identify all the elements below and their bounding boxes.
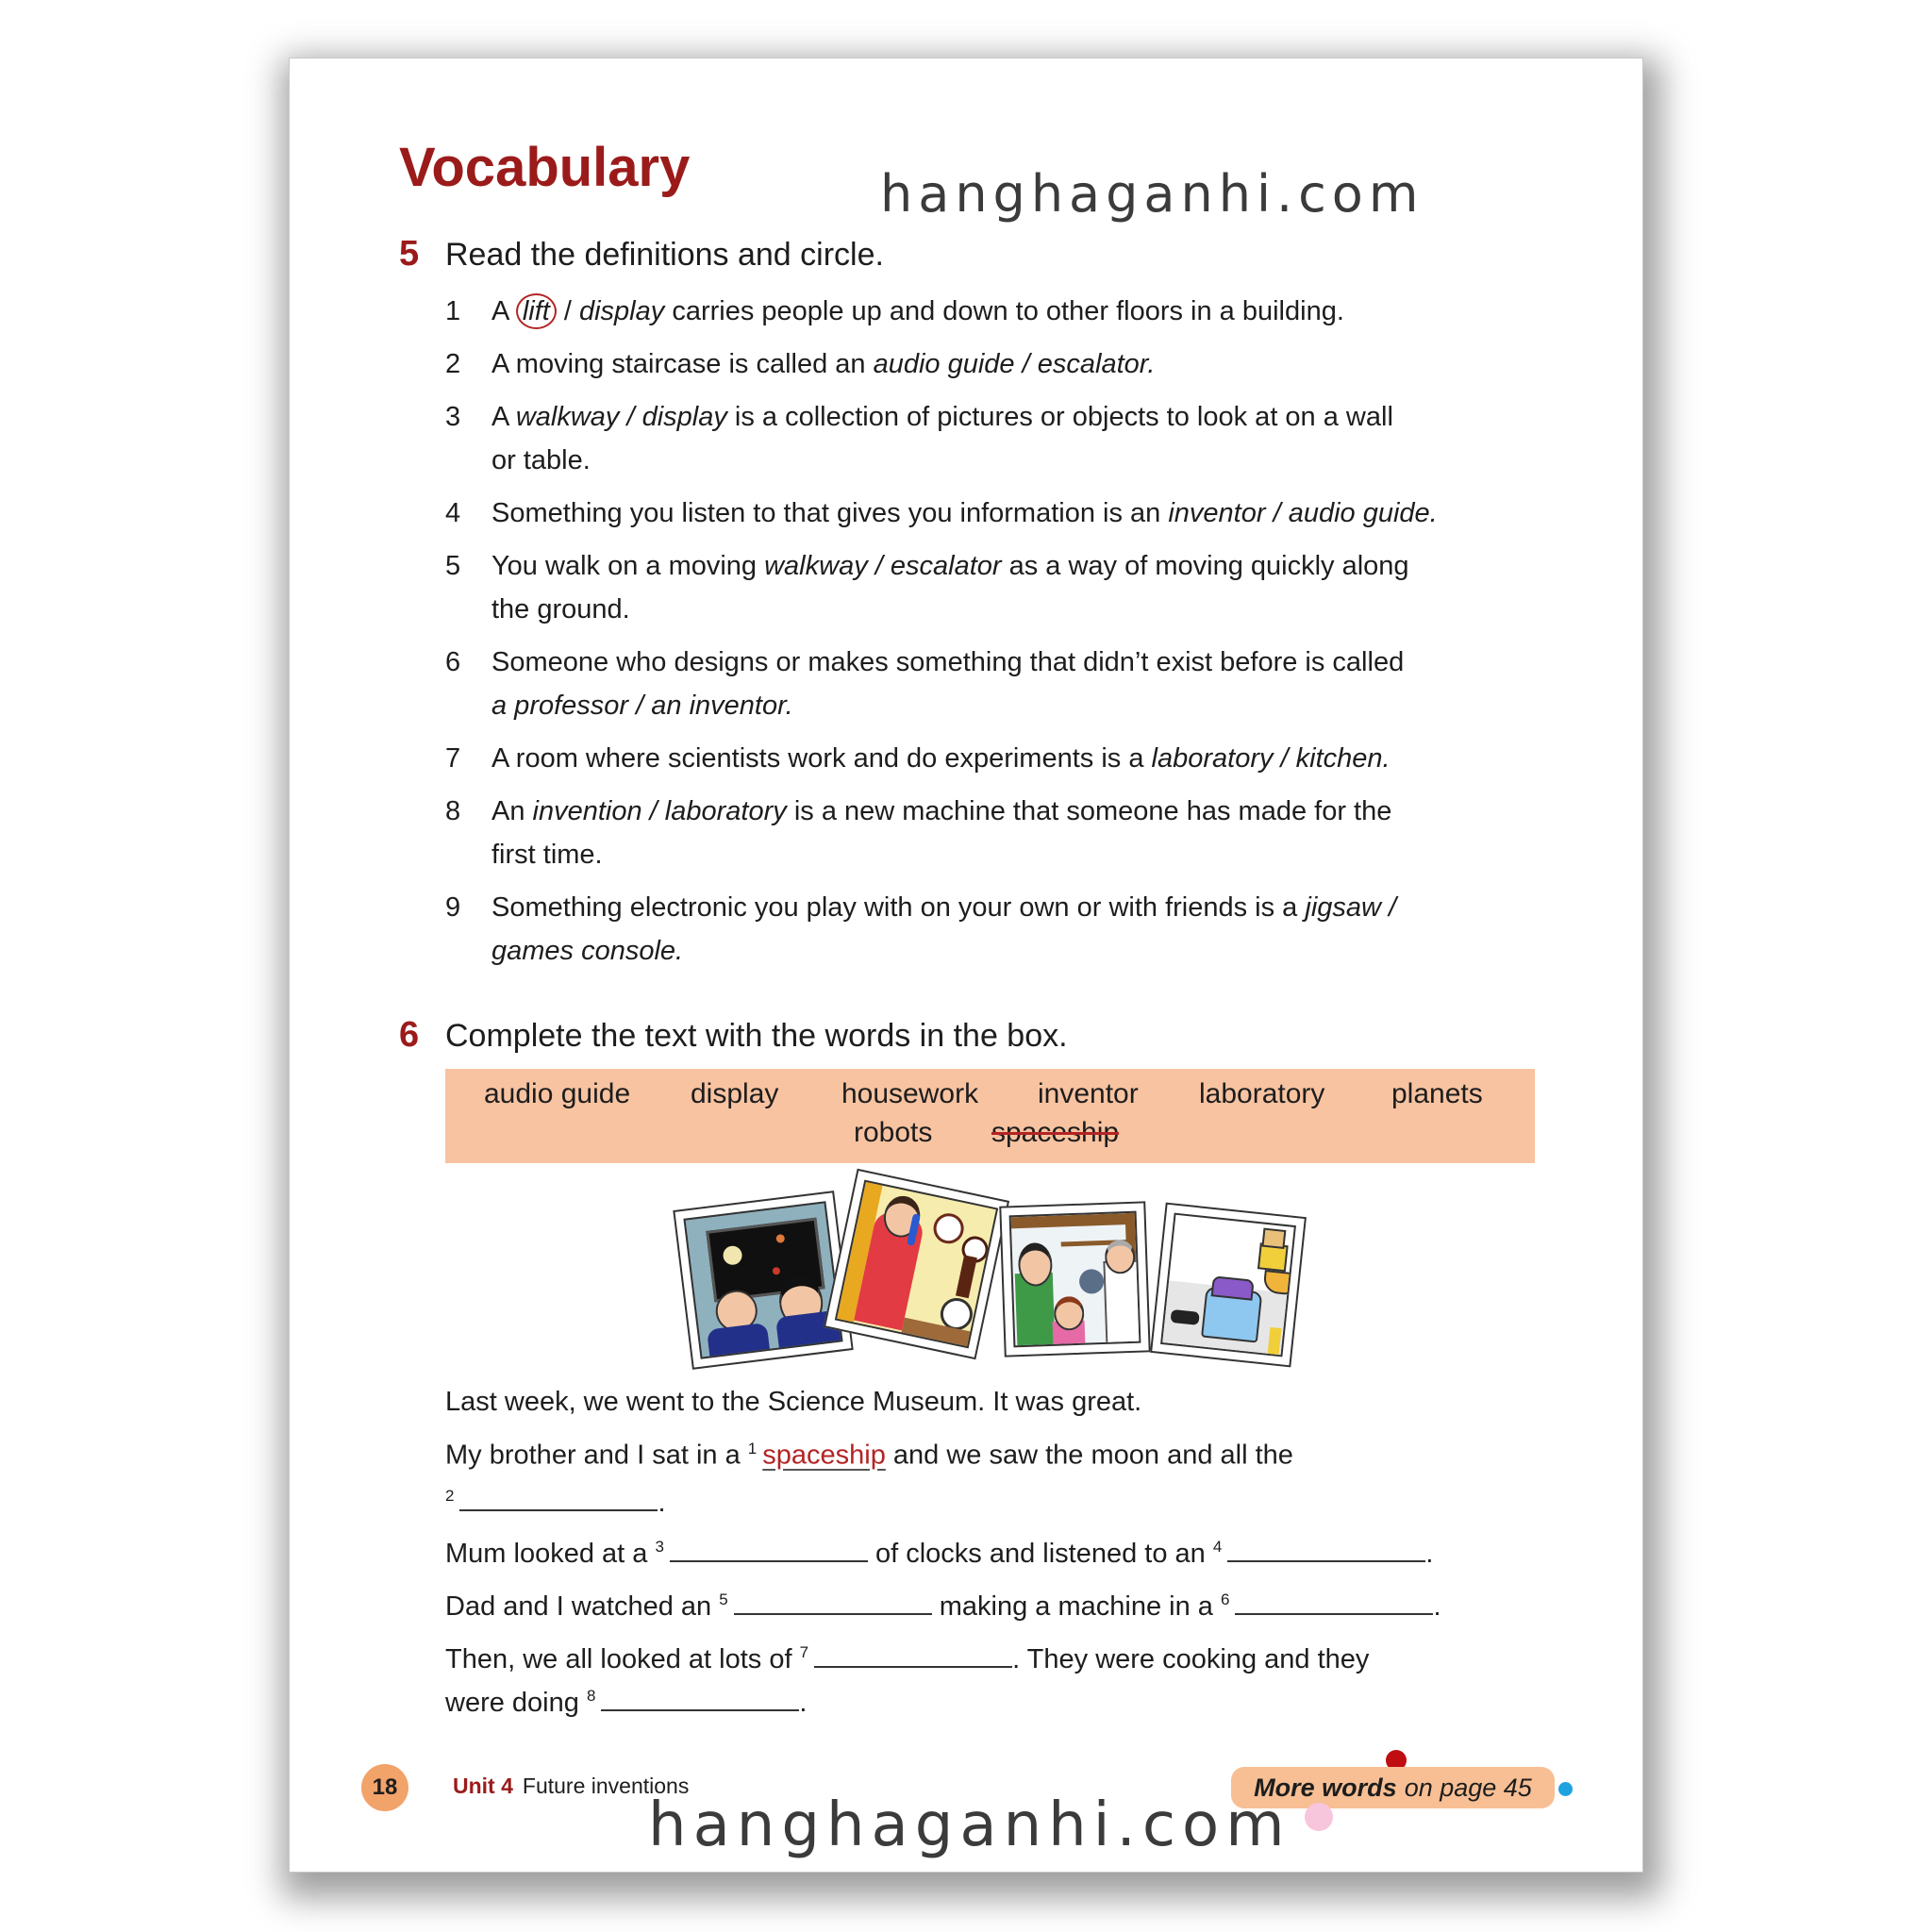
story-text: . bbox=[1433, 1591, 1441, 1622]
item-number: 5 bbox=[445, 551, 461, 581]
blank-6-input[interactable] bbox=[1235, 1589, 1433, 1615]
item-continuation: or table. bbox=[491, 445, 591, 475]
girl-body bbox=[707, 1323, 771, 1359]
picture-laboratory bbox=[999, 1201, 1150, 1357]
item-text: is a collection of pictures or objects to look at on a wall bbox=[726, 402, 1393, 432]
blank-number: 8 bbox=[586, 1687, 596, 1706]
option-audio-guide[interactable]: audio guide. bbox=[1288, 498, 1438, 528]
item-text: A bbox=[491, 402, 516, 432]
story-text: were doing bbox=[445, 1688, 579, 1718]
story-text: . bbox=[1425, 1539, 1434, 1569]
decorative-blue-dot-icon bbox=[1558, 1782, 1573, 1796]
page-number-badge: 18 bbox=[361, 1764, 408, 1811]
separator: / bbox=[1380, 892, 1397, 923]
textbook-page bbox=[290, 58, 1642, 1872]
option-walkway[interactable]: walkway bbox=[764, 551, 868, 581]
story-text: . They were cooking and they bbox=[1012, 1644, 1370, 1674]
option-walkway[interactable]: walkway bbox=[515, 402, 620, 432]
unit-number: Unit 4 bbox=[453, 1774, 513, 1798]
separator: / bbox=[628, 691, 652, 721]
separator: / bbox=[619, 402, 642, 432]
clock-icon bbox=[931, 1210, 967, 1246]
word-inventor: inventor bbox=[1038, 1078, 1139, 1109]
separator: / bbox=[1014, 349, 1038, 379]
exercise-6-number: 6 bbox=[399, 1015, 420, 1055]
vacuum-nozzle bbox=[1171, 1309, 1200, 1325]
picture-clock-display bbox=[824, 1169, 1009, 1360]
item-continuation bbox=[491, 691, 793, 722]
word-planets: planets bbox=[1391, 1078, 1483, 1109]
option-games-console[interactable]: games console. bbox=[491, 936, 684, 966]
watermark-top: hanghaganhi.com bbox=[880, 164, 1424, 224]
blank-3-input[interactable] bbox=[670, 1536, 868, 1562]
unit-title: Future inventions bbox=[522, 1774, 690, 1798]
blank-number: 6 bbox=[1220, 1591, 1230, 1609]
option-display[interactable]: display bbox=[641, 402, 727, 432]
exercise-5-number: 5 bbox=[399, 234, 420, 274]
story-line-2 bbox=[445, 1440, 1293, 1472]
option-jigsaw[interactable]: jigsaw bbox=[1305, 892, 1381, 923]
word-spaceship-struck: spaceship bbox=[991, 1117, 1120, 1148]
vacuum-top bbox=[1211, 1275, 1255, 1300]
blank-5-input[interactable] bbox=[734, 1589, 932, 1615]
separator: / bbox=[1265, 498, 1289, 528]
option-laboratory[interactable]: laboratory bbox=[664, 796, 787, 826]
story-line-3 bbox=[445, 1485, 666, 1519]
planet-icon bbox=[772, 1267, 780, 1275]
item-number: 8 bbox=[445, 796, 461, 826]
word-display: display bbox=[691, 1078, 779, 1109]
word-robots: robots bbox=[854, 1117, 933, 1148]
option-escalator[interactable]: escalator bbox=[890, 551, 1002, 581]
item-text: Something electronic you play with on your own or with friends is a bbox=[491, 892, 1306, 923]
blank-number: 4 bbox=[1212, 1538, 1223, 1557]
item-text: You walk on a moving bbox=[491, 551, 765, 581]
story-line-7 bbox=[445, 1685, 807, 1719]
blank-8-input[interactable] bbox=[601, 1685, 799, 1711]
story-text: . bbox=[799, 1688, 808, 1718]
definition-item-1 bbox=[491, 296, 1344, 327]
blank-number: 3 bbox=[655, 1538, 664, 1557]
story-line-5 bbox=[445, 1589, 1441, 1623]
blank-2-input[interactable] bbox=[459, 1485, 658, 1511]
exercise-5-instruction: Read the definitions and circle. bbox=[445, 237, 884, 273]
item-number: 7 bbox=[445, 743, 461, 774]
more-words-bold: More words bbox=[1254, 1773, 1397, 1802]
story-text: making a machine in a bbox=[939, 1591, 1213, 1622]
item-number: 6 bbox=[445, 647, 461, 677]
machine-icon bbox=[1079, 1269, 1105, 1294]
item-text: An bbox=[491, 796, 533, 826]
separator: / bbox=[1273, 743, 1296, 774]
door-frame bbox=[1011, 1213, 1135, 1229]
word-audio-guide: audio guide bbox=[484, 1078, 631, 1109]
word-laboratory: laboratory bbox=[1199, 1078, 1325, 1109]
story-text: Dad and I watched an bbox=[445, 1591, 712, 1622]
grandfather-clock bbox=[956, 1255, 977, 1298]
decorative-pink-dot-icon bbox=[1305, 1803, 1333, 1831]
moon-icon bbox=[722, 1245, 742, 1266]
item-continuation: first time. bbox=[491, 840, 603, 870]
definition-item-7 bbox=[491, 743, 1391, 774]
robot-hat bbox=[1261, 1228, 1286, 1249]
item-text: A bbox=[491, 296, 516, 326]
definition-item-8 bbox=[491, 796, 1391, 827]
item-text: A room where scientists work and do experiments is a bbox=[491, 743, 1152, 774]
circled-answer-lift[interactable]: lift bbox=[516, 293, 557, 329]
separator: / bbox=[556, 296, 579, 326]
planet-icon bbox=[775, 1234, 785, 1243]
definition-item-5 bbox=[491, 551, 1409, 582]
section-title: Vocabulary bbox=[399, 137, 691, 198]
item-continuation bbox=[491, 936, 683, 967]
blank-7-input[interactable] bbox=[814, 1641, 1012, 1668]
option-escalator[interactable]: escalator. bbox=[1037, 349, 1156, 379]
option-invention[interactable]: invention bbox=[532, 796, 642, 826]
word-housework: housework bbox=[841, 1078, 979, 1109]
option-display[interactable]: display bbox=[578, 296, 665, 326]
more-words-page: on page 45 bbox=[1404, 1773, 1532, 1802]
item-number: 2 bbox=[445, 349, 461, 379]
blank-4-input[interactable] bbox=[1227, 1536, 1425, 1562]
definition-item-6: Someone who designs or makes something that didn’t exist before is called bbox=[491, 647, 1405, 677]
story-text: Mum looked at a bbox=[445, 1539, 648, 1569]
answer-1-spaceship[interactable]: spaceship bbox=[762, 1440, 886, 1471]
item-number: 4 bbox=[445, 498, 461, 528]
picture-housework-robot bbox=[1150, 1203, 1307, 1368]
picture-spaceship bbox=[673, 1191, 853, 1370]
word-box bbox=[445, 1069, 1535, 1163]
item-number: 9 bbox=[445, 892, 461, 923]
option-laboratory[interactable]: laboratory bbox=[1151, 743, 1274, 774]
definition-item-4 bbox=[491, 498, 1438, 529]
story-line-6 bbox=[445, 1641, 1369, 1675]
option-an-inventor[interactable]: an inventor. bbox=[651, 691, 793, 721]
separator: / bbox=[867, 551, 891, 581]
story-text: Then, we all looked at lots of bbox=[445, 1644, 792, 1674]
story-text: of clocks and listened to an bbox=[874, 1539, 1206, 1569]
option-inventor[interactable]: inventor bbox=[1168, 498, 1266, 528]
option-a-professor[interactable]: a professor bbox=[491, 691, 629, 721]
item-number: 1 bbox=[445, 296, 461, 326]
option-kitchen[interactable]: kitchen. bbox=[1295, 743, 1391, 774]
story-line-1: Last week, we went to the Science Museum. It was great. bbox=[445, 1387, 1142, 1417]
story-line-4 bbox=[445, 1536, 1433, 1570]
exercise-6-instruction: Complete the text with the words in the box. bbox=[445, 1018, 1068, 1054]
blank-number: 1 bbox=[747, 1440, 758, 1457]
item-text: as a way of moving quickly along bbox=[1001, 551, 1409, 581]
illustration-strip bbox=[667, 1172, 1308, 1398]
blank-number: 2 bbox=[445, 1487, 455, 1506]
definition-item-9 bbox=[491, 892, 1396, 924]
blank-number: 7 bbox=[799, 1643, 809, 1662]
blank-number: 5 bbox=[719, 1591, 728, 1609]
story-text: . bbox=[658, 1488, 666, 1518]
option-audio-guide[interactable]: audio guide bbox=[873, 349, 1015, 379]
definition-item-2 bbox=[491, 349, 1155, 380]
watermark-bottom: hanghaganhi.com bbox=[648, 1790, 1291, 1860]
item-text: carries people up and down to other floors in a building. bbox=[664, 296, 1344, 326]
item-text: is a new machine that someone has made for the bbox=[786, 796, 1392, 826]
story-text: and we saw the moon and all the bbox=[892, 1440, 1293, 1471]
item-number: 3 bbox=[445, 402, 461, 432]
item-text: A moving staircase is called an bbox=[491, 349, 874, 379]
separator: / bbox=[641, 796, 665, 826]
story-text: My brother and I sat in a bbox=[445, 1440, 741, 1471]
item-text: Something you listen to that gives you information is an bbox=[491, 498, 1169, 528]
item-continuation: the ground. bbox=[491, 594, 630, 625]
definition-item-3 bbox=[491, 402, 1393, 433]
